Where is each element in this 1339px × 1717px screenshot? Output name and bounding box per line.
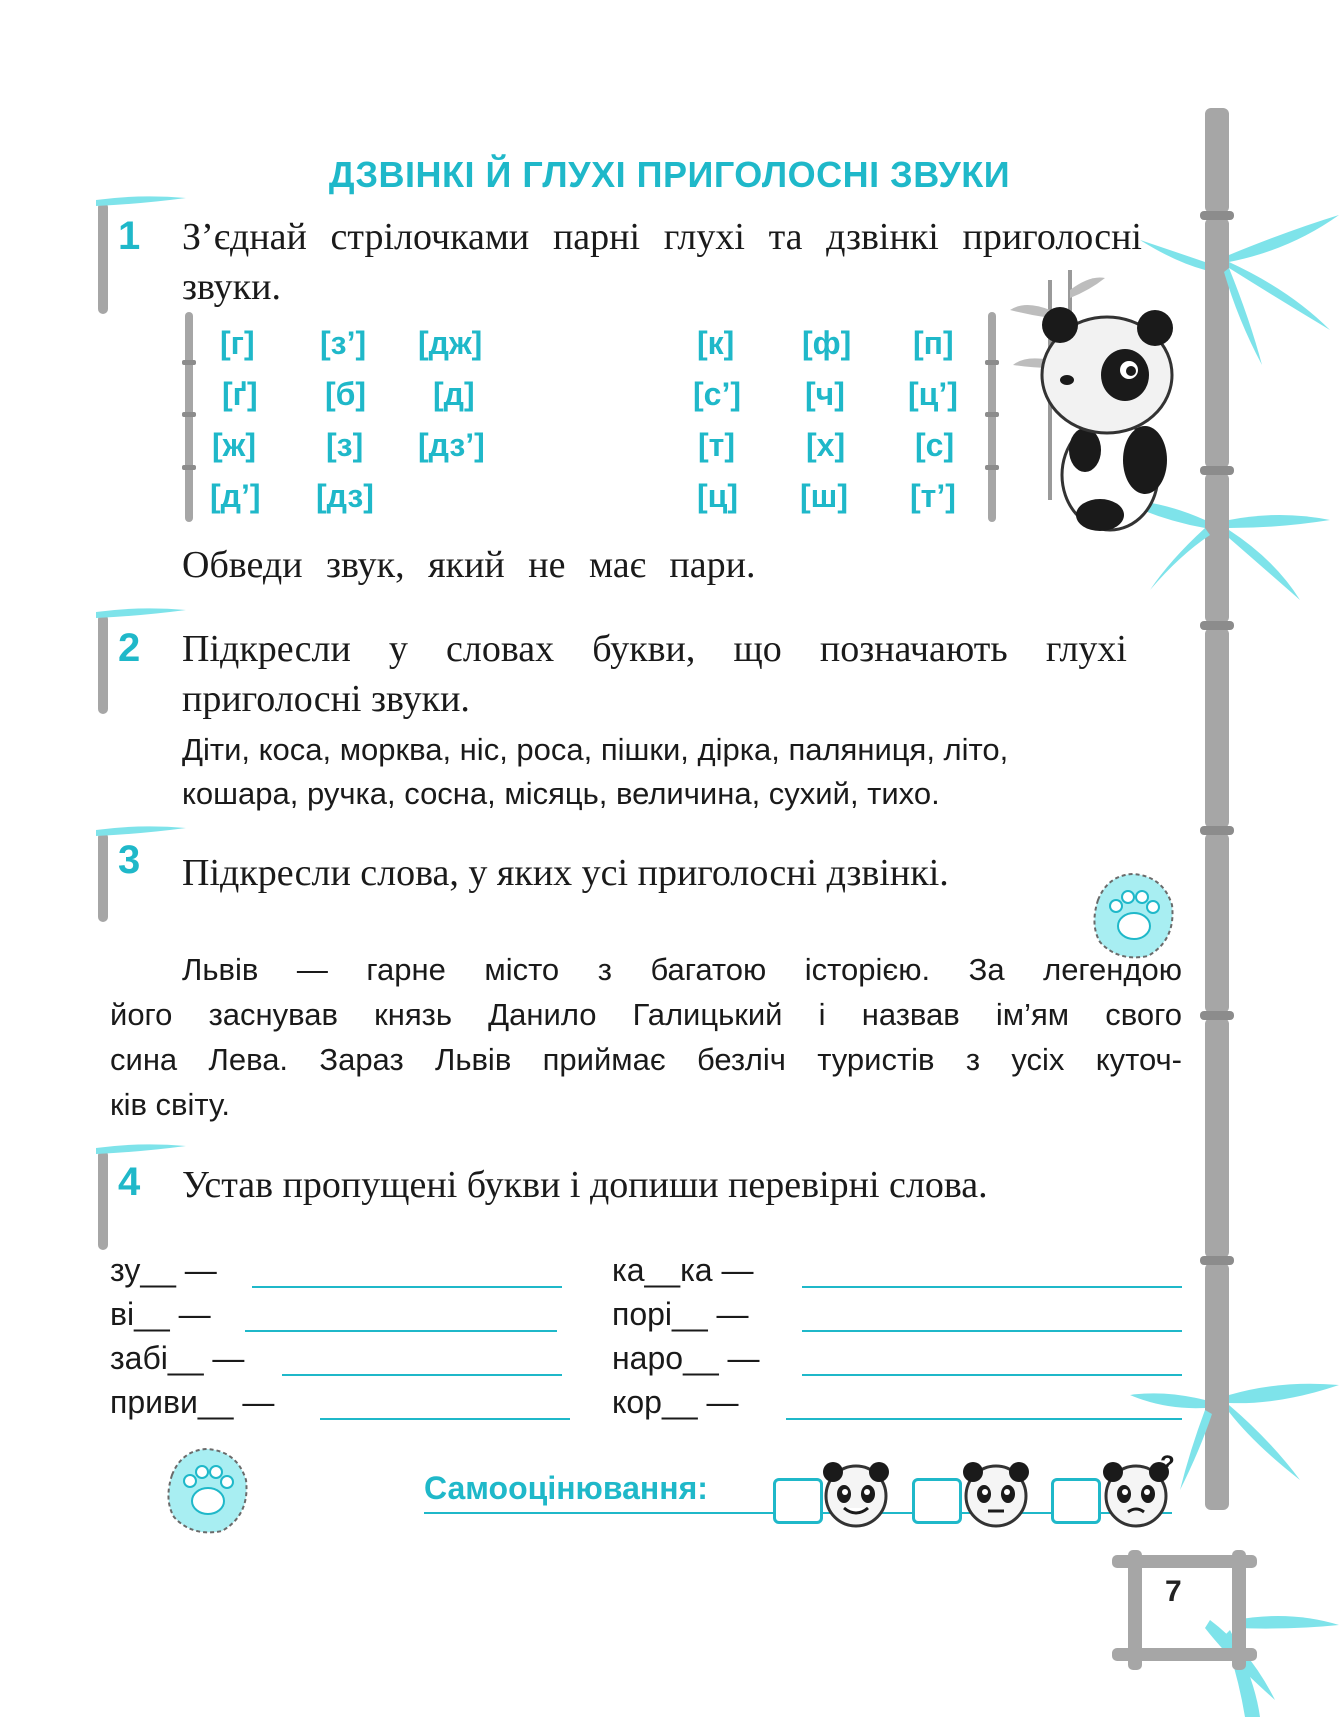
sound[interactable]: [ф] (802, 325, 852, 361)
task-1-instruction: З’єднай стрілочками парні глухі та дзвінкі приголосні звуки. (182, 216, 1142, 308)
svg-text:?: ? (1160, 1452, 1175, 1478)
task-2-instruction: Підкресли у словах букви, що позначають глухі приголосні звуки. (182, 628, 1127, 720)
confused-panda-icon (1098, 1452, 1180, 1528)
task-1-number: 1 (118, 214, 141, 258)
sound[interactable]: [ч] (805, 376, 845, 412)
task-2-words-line-2: кошара, ручка, сосна, місяць, величина, сухий, тихо. (182, 776, 940, 811)
sound[interactable]: [б] (325, 376, 367, 412)
paw-print-icon (162, 1445, 250, 1537)
task-1-followup: Обведи звук, який не має пари. (182, 544, 756, 586)
assessment-checkbox-1[interactable] (773, 1478, 823, 1524)
sound[interactable]: [з’] (320, 325, 367, 361)
self-assessment-label: Самооцінювання: (424, 1470, 708, 1506)
page-number: 7 (1165, 1575, 1182, 1608)
word-item: наро__ — (612, 1340, 760, 1376)
sound[interactable]: [с’] (693, 376, 741, 412)
word-item: порі__ — (612, 1296, 749, 1332)
task-2-number: 2 (118, 626, 141, 670)
answer-line[interactable] (802, 1374, 1182, 1376)
word-item: забі__ — (110, 1340, 245, 1376)
task-3-number: 3 (118, 838, 141, 882)
task-3-text-line-3: сина Лева. Зараз Львів приймає безліч туристів з усіх куточ- (110, 1042, 1182, 1077)
sound[interactable]: [ц] (697, 478, 738, 514)
answer-line[interactable] (245, 1330, 557, 1332)
sound[interactable]: [т] (698, 427, 735, 463)
sound[interactable]: [п] (913, 325, 954, 361)
sound[interactable]: [д] (433, 376, 475, 412)
sound[interactable]: [х] (806, 427, 846, 463)
answer-line[interactable] (786, 1418, 1182, 1420)
page-title: ДЗВІНКІ Й ГЛУХІ ПРИГОЛОСНІ ЗВУКИ (328, 154, 1011, 195)
task-3-text-line-1: Львів — гарне місто з багатою історією. За легендою (182, 952, 1182, 987)
sound[interactable]: [дж] (418, 325, 483, 361)
sound[interactable]: [ґ] (222, 376, 258, 412)
word-item: приви__ — (110, 1384, 275, 1420)
answer-line[interactable] (282, 1374, 562, 1376)
word-item: ка__ка — (612, 1252, 754, 1288)
answer-line[interactable] (320, 1418, 570, 1420)
sound[interactable]: [т’] (910, 478, 956, 514)
sound[interactable]: [д’] (210, 478, 261, 514)
sound[interactable]: [г] (220, 325, 255, 361)
assessment-checkbox-3[interactable] (1051, 1478, 1101, 1524)
sound[interactable]: [дз] (316, 478, 374, 514)
sound[interactable]: [ж] (212, 427, 256, 463)
task-3-text-line-2: його заснував князь Данило Галицький і назвав ім’ям свого (110, 997, 1182, 1032)
assessment-checkbox-2[interactable] (912, 1478, 962, 1524)
sound[interactable]: [ц’] (908, 376, 958, 412)
answer-line[interactable] (252, 1286, 562, 1288)
sound[interactable]: [ш] (800, 478, 848, 514)
sound[interactable]: [з] (326, 427, 364, 463)
neutral-panda-icon (958, 1460, 1034, 1528)
happy-panda-icon (818, 1460, 894, 1528)
word-item: ві__ — (110, 1296, 211, 1332)
answer-line[interactable] (802, 1286, 1182, 1288)
task-3-instruction: Підкресли слова, у яких усі приголосні дзвінкі. (182, 852, 949, 894)
answer-line[interactable] (802, 1330, 1182, 1332)
task-4-instruction: Устав пропущені букви і допиши перевірні слова. (182, 1164, 988, 1206)
task-4-number: 4 (118, 1160, 141, 1204)
task-3-text-line-4: ків світу. (110, 1087, 230, 1122)
word-item: зу__ — (110, 1252, 217, 1288)
sound[interactable]: [к] (697, 325, 735, 361)
sound[interactable]: [с] (915, 427, 955, 463)
word-item: кор__ — (612, 1384, 739, 1420)
task-2-words-line-1: Діти, коса, морква, ніс, роса, пішки, дірка, паляниця, літо, (182, 732, 1009, 767)
sound[interactable]: [дз’] (418, 427, 485, 463)
